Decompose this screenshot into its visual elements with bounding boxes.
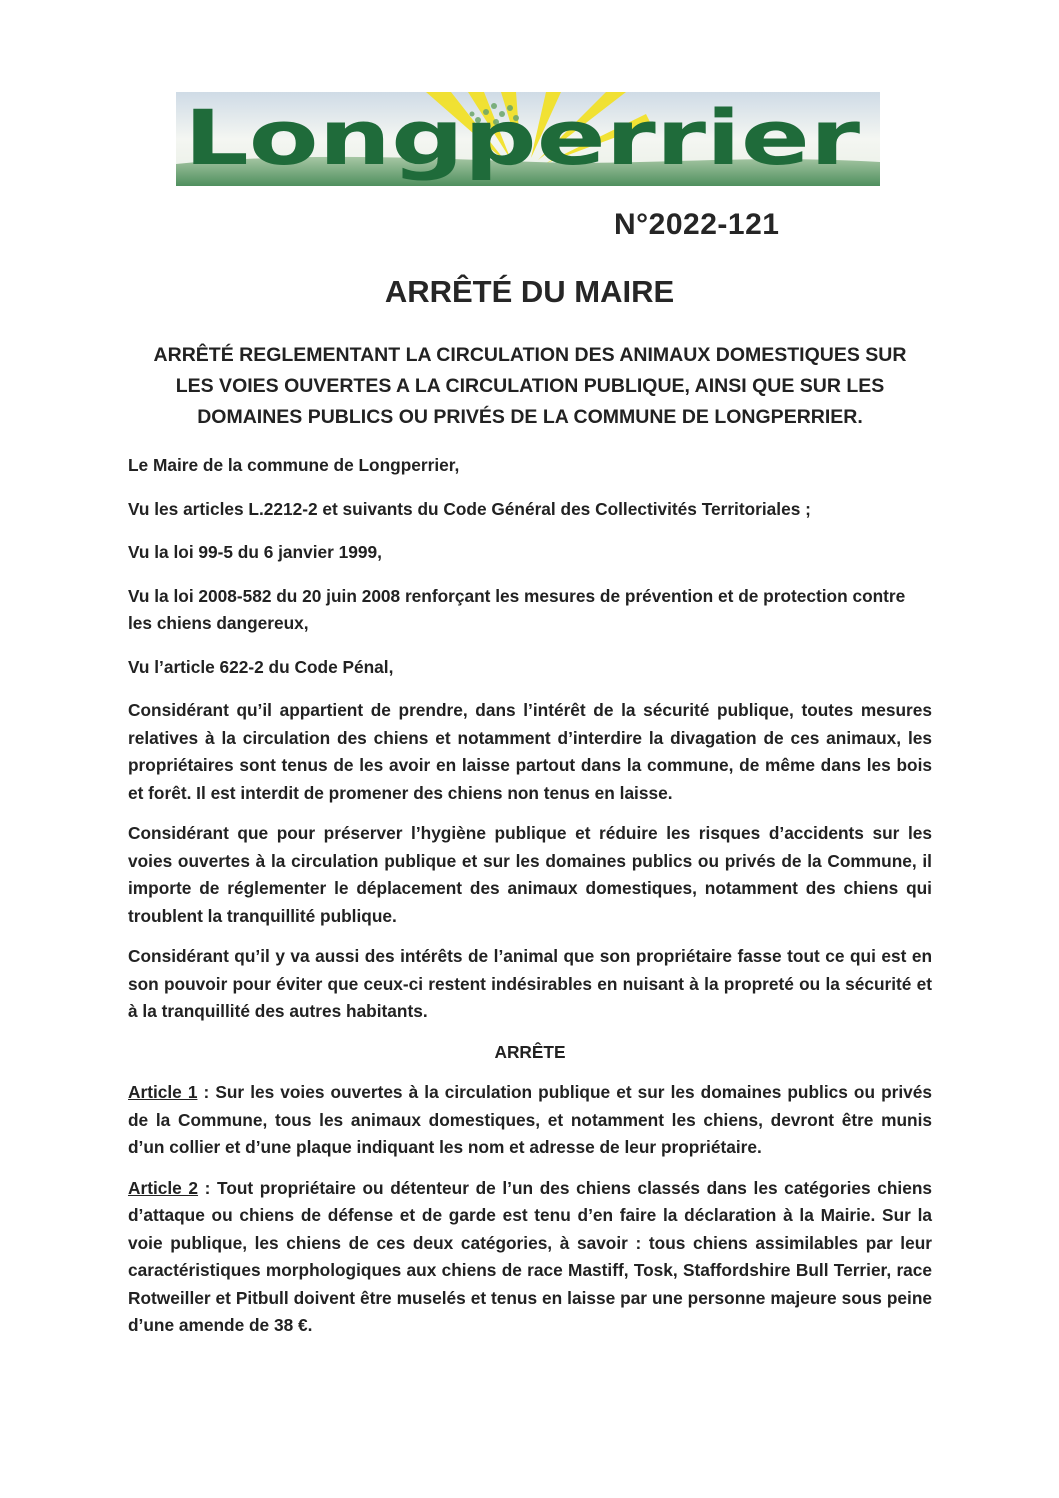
document-title: ARRÊTÉ DU MAIRE [384,274,675,309]
article-label: Article 1 [128,1082,198,1102]
article-label: Article 2 [128,1177,199,1198]
longperrier-logo [176,92,880,186]
preamble-line: Vu les articles L.2212-2 et suivants du Code Général des Collectivités Territoriales ; [128,498,811,519]
decision-heading: ARRÊTE [494,1041,566,1062]
subtitle-line: ARRÊTÉ REGLEMENTANT LA CIRCULATION DES ANIMAUX DOMESTIQUES SUR [153,344,907,366]
logo-wordmark: Longperrier [184,93,861,182]
article-text: Sur les voies ouvertes à la circulation publique et sur les domaines publics ou privés de la Commune, tous les animaux domestiques, et notamment les chiens, devront être munis d’un collier et d’une plaque indiquant les nom et adresse de leur propriétaire. [128,1082,933,1157]
article-separator: : [198,1177,218,1198]
considerant-paragraph: Considérant qu’il y va aussi des intérêts de l’animal que son propriétaire fasse tout ce qui est en son pouvoir pour éviter que ceux-ci restent indésirables en nuisant à la propreté ou la sécurité et à la tranquillité des autres habitants. [128,946,932,1021]
article-1 [128,1079,932,1162]
article-text: Tout propriétaire ou détenteur de l’un des chiens classés dans les catégories chiens d’attaque ou chiens de défense et de garde est tenu d’en faire la déclaration à la Mairie. Sur la voie publique, les chiens de ces deux catégories, à savoir : tous chiens assimilables par leur caractéristiques morphologiques aux chiens de race Mastiff, Tosk, Staffordshire Bull Terrier, race Rotweiller et Pitbull doivent être muselés et tenus en laisse par une personne majeure sous peine d’une amende de 38 €. [128,1177,932,1335]
preamble-line: Vu la loi 99-5 du 6 janvier 1999, [128,542,382,562]
preamble-line: Vu la loi 2008-582 du 20 juin 2008 renforçant les mesures de prévention et de protection contre les chiens dangereux, [128,585,906,633]
subtitle-line: LES VOIES OUVERTES A LA CIRCULATION PUBLIQUE, AINSI QUE SUR LES [175,375,885,397]
subtitle-line: DOMAINES PUBLICS OU PRIVÉS DE LA COMMUNE DE LONGPERRIER. [197,406,863,428]
considerant-paragraph: Considérant que pour préserver l’hygiène publique et réduire les risques d’accidents sur les voies ouvertes à la circulation publique et sur les domaines publics ou privés de la Commune, il importe de réglementer le déplacement des animaux domestiques, notamment des chiens qui troublent la tranquillité publique. [128,823,932,926]
article-2 [128,1175,932,1340]
preamble-line: Le Maire de la commune de Longperrier, [128,455,460,475]
article-separator: : [197,1082,216,1102]
considerant-paragraph: Considérant qu’il appartient de prendre, dans l’intérêt de la sécurité publique, toutes mesures relatives à la circulation des chiens et notamment d’interdire la divagation de ces animaux, les propriétaires sont tenus de les avoir en laisse partout dans la commune, de même dans les bois et forêt. Il est interdit de promener des chiens non tenus en laisse. [128,700,932,803]
document-body [128,452,932,1353]
decree-number: N°2022-121 [614,208,780,241]
preamble-line: Vu l’article 622-2 du Code Pénal, [128,656,394,677]
document-subtitle [110,340,950,433]
